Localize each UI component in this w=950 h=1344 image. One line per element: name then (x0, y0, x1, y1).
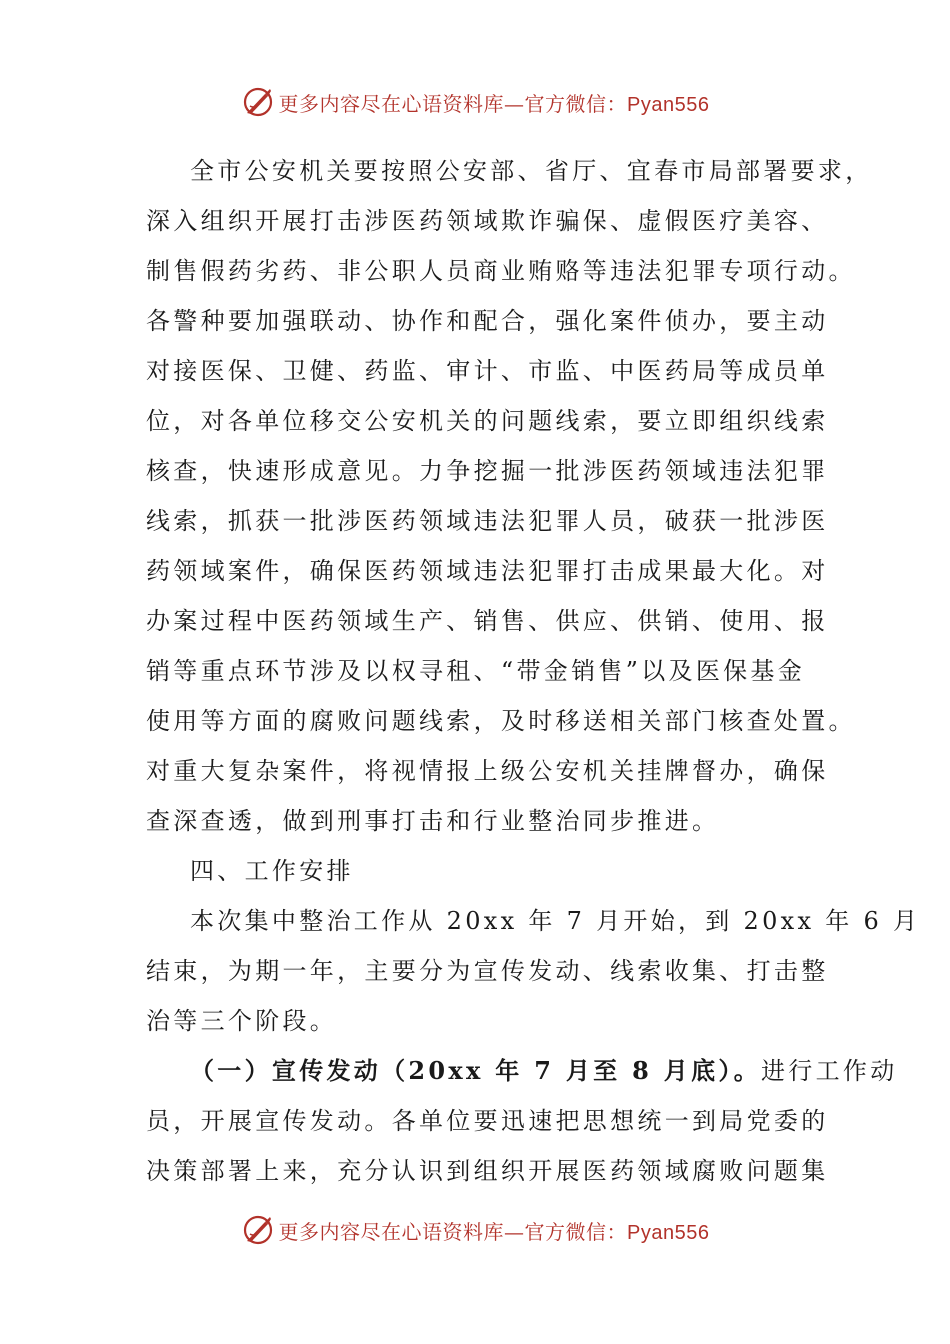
phase-heading: （一）宣传发动（20xx 年 7 月至 8 月底）。 (190, 1056, 761, 1085)
paragraph-line: 员，开展宣传发动。各单位要迅速把思想统一到局党委的 (146, 1107, 829, 1135)
paragraph-line: 治等三个阶段。 (146, 1007, 338, 1035)
paragraph-line: 对接医保、卫健、药监、审计、市监、中医药局等成员单 (146, 357, 829, 385)
paragraph-line: 深入组织开展打击涉医药领域欺诈骗保、虚假医疗美容、 (146, 207, 829, 235)
watermark-text: 更多内容尽在心语资料库—官方微信：Pyan556 (278, 1219, 710, 1244)
paragraph-line: 本次集中整治工作从 20xx 年 7 月开始，到 20xx 年 6 月 (190, 907, 921, 935)
paragraph-line: 制售假药劣药、非公职人员商业贿赂等违法犯罪专项行动。 (146, 257, 856, 285)
section-heading: 四、工作安排 (190, 857, 354, 885)
paragraph-line: 全市公安机关要按照公安部、省厅、宜春市局部署要求， (190, 157, 873, 185)
paragraph-line: 核查，快速形成意见。力争挖掘一批涉医药领域违法犯罪 (146, 457, 829, 485)
watermark-wechat-id: Pyan556 (627, 93, 710, 116)
paragraph-line: 结束，为期一年，主要分为宣传发动、线索收集、打击整 (146, 957, 829, 985)
paragraph-line: 查深查透，做到刑事打击和行业整治同步推进。 (146, 807, 720, 835)
watermark-wechat-id: Pyan556 (627, 1221, 710, 1244)
paragraph-line: 各警种要加强联动、协作和配合，强化案件侦办，要主动 (146, 307, 829, 335)
paragraph-line: 办案过程中医药领域生产、销售、供应、供销、使用、报 (146, 607, 829, 635)
phase-heading-continuation: 进行工作动 (761, 1057, 898, 1085)
paragraph-line: 销等重点环节涉及以权寻租、“带金销售”以及医保基金 (146, 657, 806, 685)
watermark-banner-top (0, 82, 950, 122)
watermark-text: 更多内容尽在心语资料库—官方微信：Pyan556 (278, 91, 710, 116)
pen-quill-seal-icon (241, 1213, 275, 1247)
paragraph-line: 药领域案件，确保医药领域违法犯罪打击成果最大化。对 (146, 557, 829, 585)
pen-quill-seal-icon (241, 85, 275, 119)
paragraph-line: 使用等方面的腐败问题线索，及时移送相关部门核查处置。 (146, 707, 856, 735)
paragraph-line: 对重大复杂案件，将视情报上级公安机关挂牌督办，确保 (146, 757, 829, 785)
paragraph-line: 线索，抓获一批涉医药领域违法犯罪人员，破获一批涉医 (146, 507, 829, 535)
paragraph-line: 位，对各单位移交公安机关的问题线索，要立即组织线索 (146, 407, 829, 435)
document-body (146, 146, 921, 1196)
watermark-banner-bottom (0, 1210, 950, 1250)
phase-heading-line (146, 1046, 898, 1096)
paragraph-line: 决策部署上来，充分认识到组织开展医药领域腐败问题集 (146, 1157, 829, 1185)
